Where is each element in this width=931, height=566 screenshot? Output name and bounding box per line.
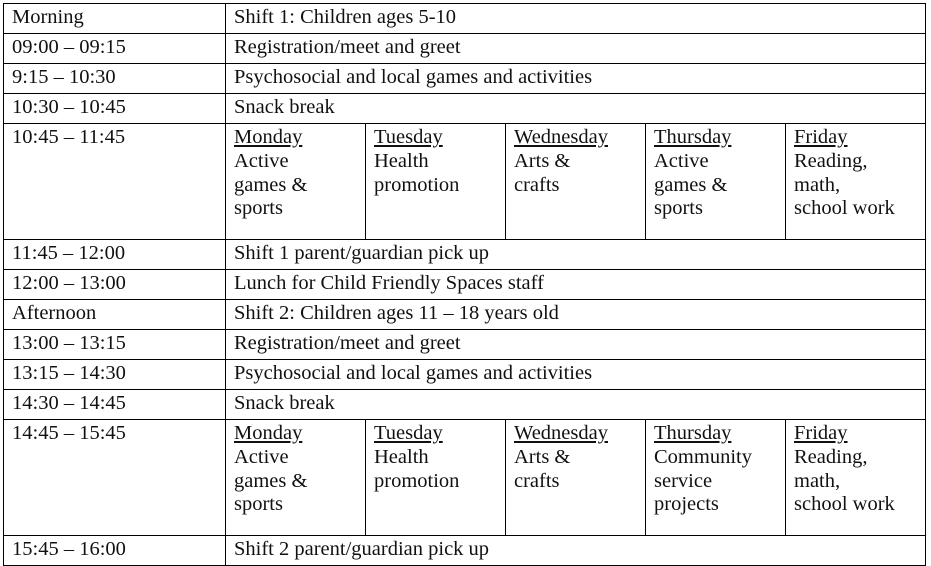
table-row bbox=[4, 34, 926, 64]
activity-line: service bbox=[654, 469, 713, 492]
day-name-label: Thursday bbox=[654, 126, 732, 148]
activity-line: Reading, bbox=[794, 445, 868, 468]
activity-line: math, bbox=[794, 173, 841, 196]
activity-line: school work bbox=[794, 493, 895, 516]
activity-line: Community bbox=[654, 445, 752, 468]
day-activity-text bbox=[794, 446, 919, 517]
activity-cell: Snack break bbox=[226, 390, 926, 420]
table-row bbox=[4, 390, 926, 420]
activity-line: promotion bbox=[374, 469, 460, 492]
activity-line: Active bbox=[234, 149, 289, 172]
activity-line: sports bbox=[654, 197, 703, 220]
day-cell-wednesday bbox=[506, 420, 646, 536]
day-cell-friday bbox=[786, 124, 926, 240]
activity-line: games & bbox=[234, 173, 308, 196]
activity-line: Reading, bbox=[794, 149, 868, 172]
time-cell: 14:30 – 14:45 bbox=[4, 390, 226, 420]
time-cell: 13:00 – 13:15 bbox=[4, 330, 226, 360]
time-cell: 10:30 – 10:45 bbox=[4, 94, 226, 124]
time-cell: 09:00 – 09:15 bbox=[4, 34, 226, 64]
table-row-days bbox=[4, 124, 926, 240]
day-activity-text bbox=[514, 446, 639, 494]
activity-line: Active bbox=[654, 149, 709, 172]
activity-cell: Lunch for Child Friendly Spaces staff bbox=[226, 270, 926, 300]
activity-cell: Shift 1 parent/guardian pick up bbox=[226, 240, 926, 270]
table-row bbox=[4, 4, 926, 34]
table-row bbox=[4, 240, 926, 270]
day-cell-monday bbox=[226, 420, 366, 536]
activity-line: Health bbox=[374, 149, 429, 172]
table-row bbox=[4, 94, 926, 124]
day-name-label: Thursday bbox=[654, 422, 732, 444]
table-row bbox=[4, 300, 926, 330]
day-name-label: Tuesday bbox=[374, 422, 443, 444]
schedule-page bbox=[0, 3, 931, 566]
time-cell: 15:45 – 16:00 bbox=[4, 536, 226, 566]
table-row-days bbox=[4, 420, 926, 536]
activity-line: sports bbox=[234, 493, 283, 516]
time-cell: 12:00 – 13:00 bbox=[4, 270, 226, 300]
day-name-label: Monday bbox=[234, 422, 303, 444]
activity-cell: Snack break bbox=[226, 94, 926, 124]
day-name-label: Wednesday bbox=[514, 126, 608, 148]
table-row bbox=[4, 330, 926, 360]
activity-line: sports bbox=[234, 197, 283, 220]
activity-line: crafts bbox=[514, 469, 560, 492]
activity-line: Active bbox=[234, 445, 289, 468]
activity-cell: Registration/meet and greet bbox=[226, 330, 926, 360]
time-cell: Morning bbox=[4, 4, 226, 34]
time-cell: 14:45 – 15:45 bbox=[4, 420, 226, 536]
day-name-label: Friday bbox=[794, 126, 848, 148]
activity-cell: Psychosocial and local games and activities bbox=[226, 64, 926, 94]
time-cell: 10:45 – 11:45 bbox=[4, 124, 226, 240]
daily-schedule-table bbox=[3, 3, 926, 566]
activity-line: games & bbox=[234, 469, 308, 492]
day-name-label: Wednesday bbox=[514, 422, 608, 444]
day-activity-text bbox=[234, 446, 359, 517]
day-activity-text bbox=[794, 150, 919, 221]
time-cell: Afternoon bbox=[4, 300, 226, 330]
day-cell-thursday bbox=[646, 420, 786, 536]
day-activity-text bbox=[654, 150, 779, 221]
activity-cell: Shift 1: Children ages 5-10 bbox=[226, 4, 926, 34]
activity-line: school work bbox=[794, 197, 895, 220]
table-row bbox=[4, 270, 926, 300]
day-cell-tuesday bbox=[366, 124, 506, 240]
table-row bbox=[4, 536, 926, 566]
day-activity-text bbox=[374, 150, 499, 198]
activity-line: promotion bbox=[374, 173, 460, 196]
day-cell-tuesday bbox=[366, 420, 506, 536]
day-cell-wednesday bbox=[506, 124, 646, 240]
day-activity-text bbox=[234, 150, 359, 221]
activity-cell: Registration/meet and greet bbox=[226, 34, 926, 64]
activity-line: Arts & bbox=[514, 445, 571, 468]
activity-cell: Shift 2 parent/guardian pick up bbox=[226, 536, 926, 566]
day-name-label: Friday bbox=[794, 422, 848, 444]
day-name-label: Monday bbox=[234, 126, 303, 148]
activity-line: crafts bbox=[514, 173, 560, 196]
time-cell: 9:15 – 10:30 bbox=[4, 64, 226, 94]
day-activity-text bbox=[514, 150, 639, 198]
activity-line: Arts & bbox=[514, 149, 571, 172]
day-cell-thursday bbox=[646, 124, 786, 240]
day-activity-text bbox=[374, 446, 499, 494]
day-name-label: Tuesday bbox=[374, 126, 443, 148]
activity-line: projects bbox=[654, 493, 719, 516]
day-cell-friday bbox=[786, 420, 926, 536]
time-cell: 13:15 – 14:30 bbox=[4, 360, 226, 390]
activity-line: games & bbox=[654, 173, 728, 196]
day-cell-monday bbox=[226, 124, 366, 240]
activity-cell: Psychosocial and local games and activities bbox=[226, 360, 926, 390]
table-row bbox=[4, 64, 926, 94]
activity-cell: Shift 2: Children ages 11 – 18 years old bbox=[226, 300, 926, 330]
table-row bbox=[4, 360, 926, 390]
time-cell: 11:45 – 12:00 bbox=[4, 240, 226, 270]
activity-line: Health bbox=[374, 445, 429, 468]
day-activity-text bbox=[654, 446, 779, 517]
schedule-table-body bbox=[4, 4, 926, 566]
activity-line: math, bbox=[794, 469, 841, 492]
